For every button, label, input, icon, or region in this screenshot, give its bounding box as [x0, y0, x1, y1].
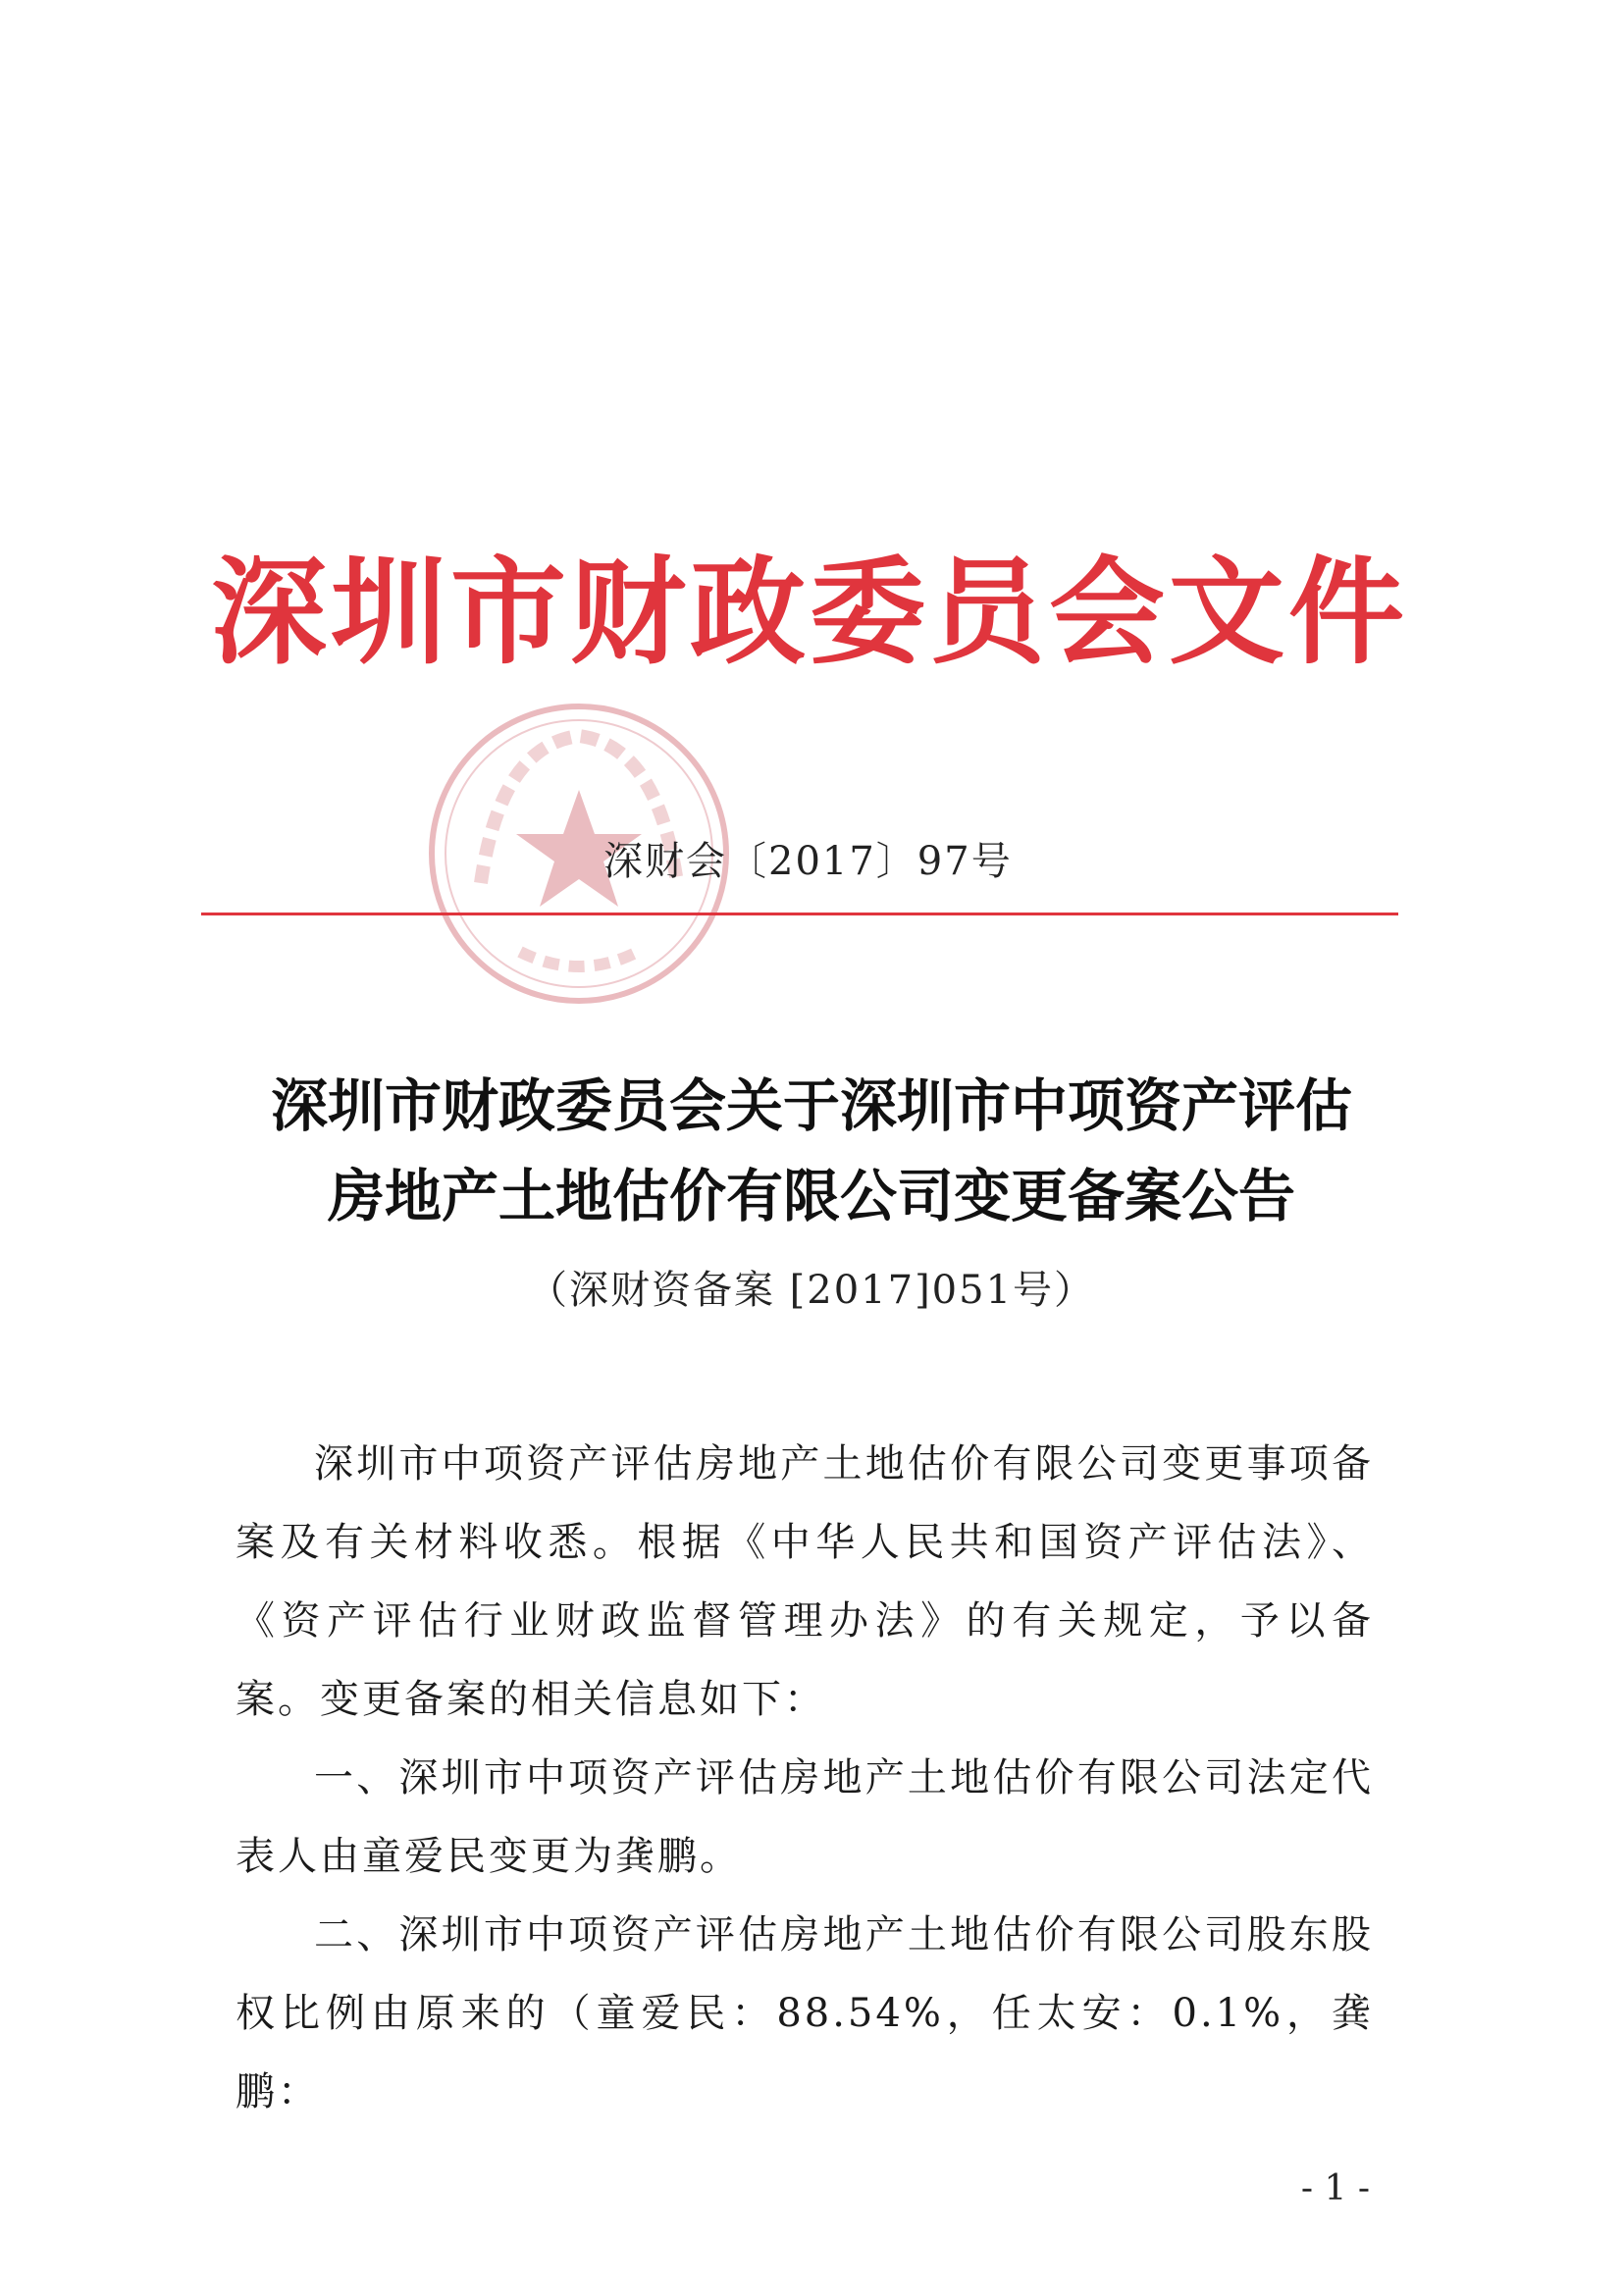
- document-number: 深财会〔2017〕97号: [603, 839, 1013, 884]
- page-number: - 1 -: [1300, 2168, 1370, 2209]
- body-paragraph: 深圳市中项资产评估房地产土地估价有限公司变更事项备案及有关材料收悉。根据《中华人民共和国资产评估法》、《资产评估行业财政监督管理办法》的有关规定，予以备案。变更备案的相关信息如下：: [236, 1441, 1374, 1722]
- announcement-title-line-1: 深圳市财政委员会关于深圳市中项资产评估: [270, 1072, 1352, 1139]
- red-divider: [201, 913, 1398, 915]
- body-paragraph: 一、深圳市中项资产评估房地产土地估价有限公司法定代表人由童爱民变更为龚鹏。: [236, 1755, 1374, 1879]
- announcement-title-line-2: 房地产土地估价有限公司变更备案公告: [327, 1163, 1295, 1229]
- filing-number: （深财资备案 [2017]051号）: [527, 1268, 1096, 1313]
- body-paragraph: 二、深圳市中项资产评估房地产土地估价有限公司股东股权比例由原来的（童爱民：88.54%，任太安：0.1%，龚鹏：: [236, 1912, 1374, 2114]
- body-text: [236, 1425, 1374, 2131]
- letterhead-title: 深圳市财政委员会文件: [210, 545, 1408, 680]
